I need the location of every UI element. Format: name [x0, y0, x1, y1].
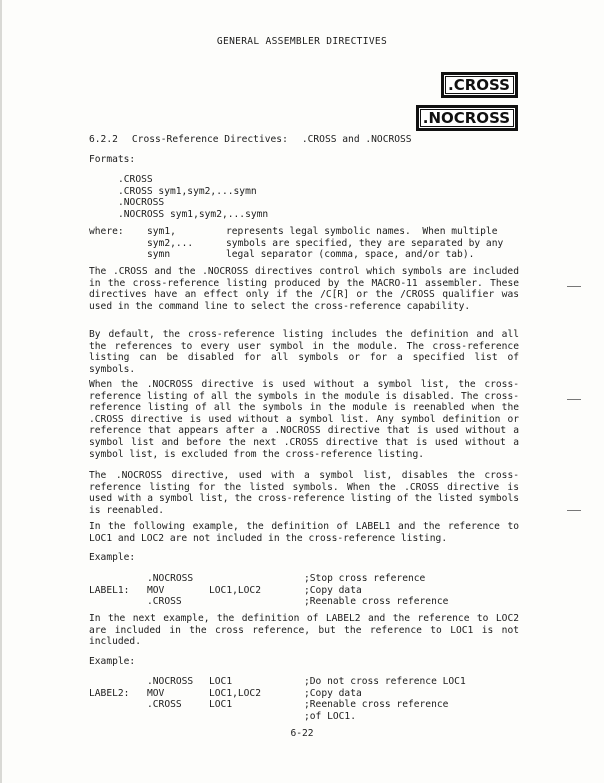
paragraph-example2-intro: In the next example, the definition of LABEL2 and the reference to LOC2 are included in the cross reference, but the reference to LOC1 is not included.: [89, 613, 519, 648]
paragraph-default-listing: By default, the cross-reference listing includes the definition and all the references to every user symbol in the module. The cross-reference listing can be disabled for all symbols or for a specified list of symbols.: [89, 329, 519, 375]
example1-code: [89, 573, 529, 608]
where-label: where:: [89, 226, 124, 237]
where-row: [89, 249, 519, 261]
section-title: Cross-Reference Directives:: [131, 134, 288, 145]
nocross-box: .NOCROSS: [416, 105, 518, 131]
margin-mark: [567, 399, 581, 400]
code-row: .CROSS ;Reenable cross reference: [147, 596, 449, 608]
where-row: [89, 238, 519, 250]
where-text: symbols are specified, they are separated by any: [226, 237, 504, 249]
formats-label: Formats:: [89, 154, 136, 165]
code-row: LABEL2: MOV LOC1,LOC2 ;Copy data: [89, 687, 362, 699]
paragraph-cross-nocross: The .CROSS and the .NOCROSS directives control which symbols are included in the cross-reference listing produced by the MACRO-11 assembler. These directives have an effect only if the /C[R] or the /CROSS qualifier was used in the command line to select the cross-reference capability.: [89, 266, 519, 312]
format-line: .CROSS sym1,sym2,...symn: [118, 185, 257, 197]
scan-edge: [0, 0, 2, 783]
section-number: 6.2.2: [89, 134, 118, 145]
format-line: .CROSS: [118, 174, 153, 185]
cross-box: .CROSS: [441, 72, 518, 98]
code-row: .NOCROSS LOC1 ;Do not cross reference LOC1: [147, 676, 466, 687]
section-heading: [89, 134, 426, 146]
paragraph-nocross-with-list: The .NOCROSS directive, used with a symbol list, disables the cross-reference listing for the listed symbols. When the .CROSS directive is used with a symbol list, the cross-reference listing of the listed symbols is reenabled.: [89, 470, 519, 516]
margin-mark: [567, 286, 581, 287]
example-label: Example:: [89, 656, 136, 667]
where-clause: [89, 226, 519, 261]
paragraph-example1-intro: In the following example, the definition of LABEL1 and the reference to LOC1 and LOC2 are not included in the cross-reference listing.: [89, 521, 519, 544]
where-symbol: symn: [147, 249, 171, 261]
code-row: ;of LOC1.: [304, 710, 356, 722]
page-header: GENERAL ASSEMBLER DIRECTIVES: [216, 36, 388, 47]
format-line: .NOCROSS: [118, 197, 165, 209]
margin-mark: [567, 510, 581, 511]
paragraph-nocross-without-list: When the .NOCROSS directive is used without a symbol list, the cross-reference listing of all the symbols in the module is disabled. The cross-reference listing of all the symbols in the module is reenabled when the .CROSS directive is used without a symbol list. Any symbol definition or reference that appears after a .NOCROSS directive that is used without a symbol list and before the next .CROSS directive that is used without a symbol list, is excluded from the cross-reference listing.: [89, 379, 519, 460]
code-row: .CROSS LOC1 ;Reenable cross reference: [147, 699, 449, 711]
where-text: legal separator (comma, space, and/or tab).: [226, 249, 475, 261]
where-text: represents legal symbolic names. When multiple: [226, 226, 498, 237]
where-symbol: sym1,: [147, 226, 176, 237]
example2-code: [89, 676, 529, 722]
example-label: Example:: [89, 552, 136, 563]
format-line: .NOCROSS sym1,sym2,...symn: [118, 208, 269, 220]
code-row: LABEL1: MOV LOC1,LOC2 ;Copy data: [89, 584, 362, 596]
page-number: 6-22: [290, 728, 314, 739]
directive-boxes: [408, 72, 518, 138]
formats-list: [118, 174, 268, 220]
section-directives: .CROSS and .NOCROSS: [301, 134, 412, 145]
where-row: [89, 226, 519, 238]
where-symbol: sym2,...: [147, 237, 194, 249]
code-row: .NOCROSS ;Stop cross reference: [147, 573, 426, 584]
